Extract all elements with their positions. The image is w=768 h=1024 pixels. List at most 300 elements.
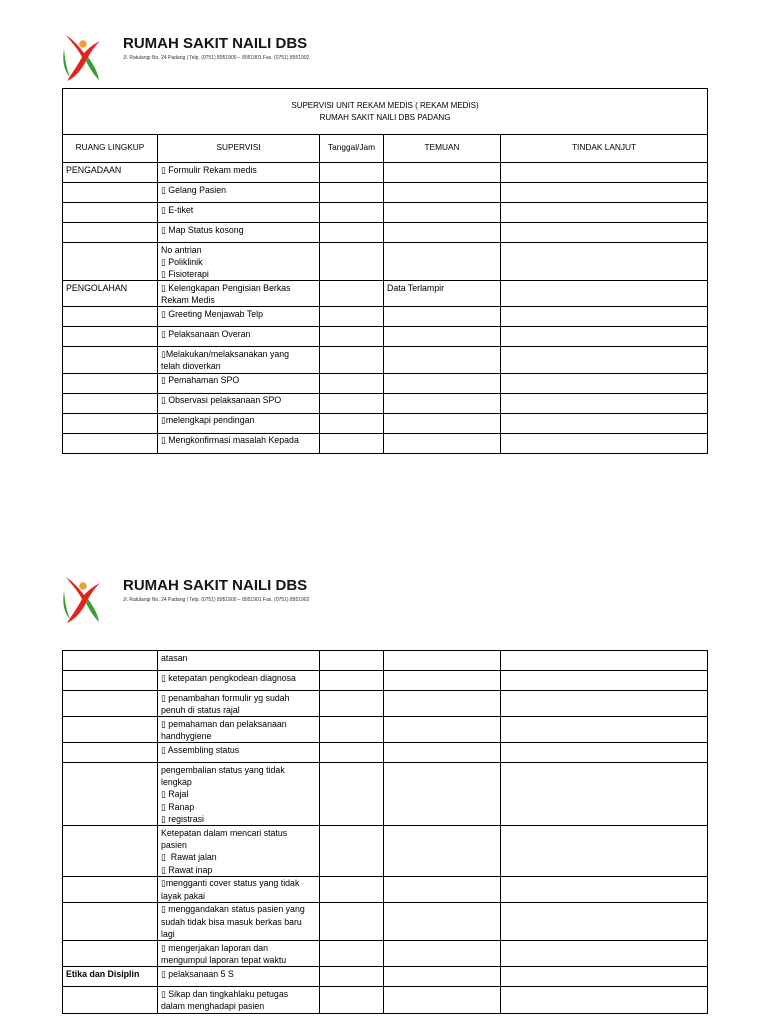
- cell-content: [63, 163, 157, 182]
- cell-content: [320, 281, 383, 300]
- cell-content: [501, 183, 707, 202]
- follow-up-cell: [501, 223, 708, 243]
- scope-cell: [63, 763, 158, 826]
- cell-content: [384, 691, 500, 710]
- supervision-table: [62, 88, 708, 454]
- supervisi-item: ▯ Rawat jalan: [161, 852, 217, 863]
- findings-cell: [384, 651, 501, 671]
- column-header-follow-up: [501, 135, 708, 163]
- cell-content: [501, 243, 707, 262]
- scope-cell: [63, 671, 158, 691]
- date-time-cell: [320, 691, 384, 717]
- cell-content: [384, 903, 500, 922]
- cell-content: [320, 763, 383, 782]
- table-row: [63, 413, 708, 433]
- findings-cell: [384, 941, 501, 967]
- cell-content: [63, 903, 157, 922]
- supervisi-item: Rekam Medis: [161, 295, 215, 306]
- follow-up-cell: [501, 743, 708, 763]
- date-time-cell: [320, 393, 384, 413]
- date-time-cell: [320, 763, 384, 826]
- table-row: [63, 327, 708, 347]
- supervisi-item: pengembalian status yang tidak: [161, 764, 285, 775]
- table-row: [63, 281, 708, 307]
- cell-content: [501, 877, 707, 896]
- table-body: [63, 651, 708, 1014]
- scope-cell: [63, 826, 158, 877]
- cell-content: [63, 347, 157, 366]
- scope-cell: [63, 433, 158, 453]
- table-subtitle-line: RUMAH SAKIT NAILI DBS PADANG: [319, 113, 451, 122]
- date-time-cell: [320, 307, 384, 327]
- follow-up-cell: [501, 327, 708, 347]
- supervisi-cell: [158, 327, 320, 347]
- cell-content: [501, 691, 707, 710]
- supervisi-item: ▯ Pemahaman SPO: [161, 375, 240, 386]
- cell-content: [63, 307, 157, 326]
- date-time-cell: [320, 243, 384, 281]
- supervisi-item: ▯ E-tiket: [161, 204, 194, 215]
- cell-content: [158, 987, 319, 1012]
- column-header-date-time: [320, 135, 384, 163]
- supervisi-cell: [158, 651, 320, 671]
- table-row: [63, 987, 708, 1013]
- scope-cell: [63, 243, 158, 281]
- cell-content: [320, 223, 383, 242]
- cell-content: [158, 826, 319, 876]
- cell-content: [384, 347, 500, 366]
- date-time-cell: [320, 671, 384, 691]
- follow-up-cell: [501, 967, 708, 987]
- cell-content: [384, 671, 500, 690]
- supervisi-item: ▯ Poliklinik: [161, 256, 203, 267]
- supervisi-cell: [158, 671, 320, 691]
- supervisi-item: ▯ Rajal: [161, 789, 189, 800]
- cell-content: [63, 183, 157, 202]
- table-title-line: SUPERVISI UNIT REKAM MEDIS ( REKAM MEDIS): [291, 101, 479, 110]
- supervision-table-continued: [62, 650, 708, 1014]
- hospital-logo: [62, 33, 102, 83]
- scope-cell: [63, 967, 158, 987]
- supervisi-item: ▯ ketepatan pengkodean diagnosa: [161, 672, 296, 683]
- supervisi-item: ▯ Map Status kosong: [161, 224, 244, 235]
- findings-cell: [384, 327, 501, 347]
- scope-cell: [63, 743, 158, 763]
- follow-up-cell: [501, 373, 708, 393]
- supervisi-item: dalam menghadapi pasien: [161, 1001, 265, 1012]
- cell-content: [63, 743, 157, 762]
- cell-content: [158, 671, 319, 690]
- scope-cell: [63, 691, 158, 717]
- table-row: [63, 433, 708, 453]
- supervisi-item: lagi: [161, 929, 175, 940]
- supervisi-item: ▯ mengerjakan laporan dan: [161, 942, 269, 953]
- cell-content: [158, 243, 319, 280]
- cell-content: [320, 651, 383, 670]
- hospital-address: Jl. Ratulangi No. 24 Padang | Telp. (0751) 8951900 – 8951901 Fax. (0751) 8951902: [123, 597, 310, 603]
- supervisi-item: pasien: [161, 839, 187, 850]
- follow-up-cell: [501, 717, 708, 743]
- supervisi-cell: [158, 902, 320, 940]
- supervisi-item: mengumpul laporan tepat waktu: [161, 955, 287, 966]
- cell-content: [384, 327, 500, 346]
- supervisi-item: ▯ menggandakan status pasien yang: [161, 904, 305, 915]
- cell-content: [501, 671, 707, 690]
- column-header-label: TINDAK LANJUT: [571, 142, 637, 152]
- cell-content: [384, 651, 500, 670]
- cell-content: [63, 671, 157, 690]
- follow-up-cell: [501, 876, 708, 902]
- supervisi-item: ▯ Kelengkapan Pengisian Berkas: [161, 282, 291, 293]
- table-row: [63, 717, 708, 743]
- findings-cell: [384, 373, 501, 393]
- column-header-scope: [63, 135, 158, 163]
- cell-content: [501, 651, 707, 670]
- supervisi-item: ▯ Sikap dan tingkahlaku petugas: [161, 988, 289, 999]
- findings-cell: [384, 743, 501, 763]
- cell-content: [320, 717, 383, 736]
- supervisi-cell: [158, 433, 320, 453]
- scope-cell: [63, 651, 158, 671]
- cell-content: [158, 877, 319, 902]
- cell-content: [320, 903, 383, 922]
- cell-content: [320, 163, 383, 182]
- finding-text: Data Terlampir: [387, 282, 445, 293]
- supervisi-item: Ketepatan dalam mencari status: [161, 827, 288, 838]
- cell-content: [158, 414, 319, 433]
- hospital-logo: [62, 575, 102, 625]
- supervisi-cell: [158, 183, 320, 203]
- table-body: [63, 163, 708, 454]
- cell-content: [320, 347, 383, 366]
- scope-cell: [63, 347, 158, 373]
- supervisi-cell: [158, 373, 320, 393]
- follow-up-cell: [501, 826, 708, 877]
- scope-cell: [63, 281, 158, 307]
- cell-content: [501, 434, 707, 453]
- supervisi-cell: [158, 413, 320, 433]
- date-time-cell: [320, 183, 384, 203]
- scope-cell: [63, 876, 158, 902]
- cell-content: [158, 327, 319, 346]
- table-title-row: [63, 89, 708, 135]
- table-title-content: [63, 89, 707, 134]
- cell-content: [63, 394, 157, 413]
- scope-cell: [63, 393, 158, 413]
- supervisi-item: telah dioverkan: [161, 361, 221, 372]
- supervisi-item: atasan: [161, 652, 188, 663]
- findings-cell: [384, 223, 501, 243]
- table-row: [63, 826, 708, 877]
- date-time-cell: [320, 967, 384, 987]
- cell-content: [320, 743, 383, 762]
- supervisi-item: ▯ Ranap: [161, 801, 195, 812]
- follow-up-cell: [501, 243, 708, 281]
- supervisi-item: ▯Melakukan/melaksanakan yang: [161, 348, 290, 359]
- cell-content: [158, 691, 319, 716]
- cell-content: [384, 374, 500, 393]
- cell-content: [320, 394, 383, 413]
- scope-cell: [63, 717, 158, 743]
- supervisi-item: layak pakai: [161, 890, 206, 901]
- findings-cell: [384, 433, 501, 453]
- cell-content: [384, 941, 500, 960]
- date-time-cell: [320, 902, 384, 940]
- date-time-cell: [320, 717, 384, 743]
- supervisi-item: ▯ Assembling status: [161, 744, 240, 755]
- date-time-cell: [320, 327, 384, 347]
- date-time-cell: [320, 651, 384, 671]
- cell-content: [320, 327, 383, 346]
- supervisi-cell: [158, 307, 320, 327]
- cell-content: [63, 243, 157, 262]
- table-row: [63, 651, 708, 671]
- cell-content: [501, 414, 707, 433]
- cell-content: [158, 374, 319, 393]
- table-row: [63, 902, 708, 940]
- cell-content: [384, 223, 500, 242]
- cell-content: [501, 826, 707, 845]
- supervisi-item: ▯ Formulir Rekam medis: [161, 164, 257, 175]
- date-time-cell: [320, 203, 384, 223]
- supervisi-cell: [158, 826, 320, 877]
- cell-content: [384, 826, 500, 845]
- follow-up-cell: [501, 163, 708, 183]
- scope-cell: [63, 902, 158, 940]
- date-time-cell: [320, 373, 384, 393]
- cell-content: [501, 903, 707, 922]
- follow-up-cell: [501, 347, 708, 373]
- hospital-name: RUMAH SAKIT NAILI DBS: [123, 577, 308, 594]
- cell-content: [501, 327, 707, 346]
- cell-content: [501, 347, 707, 366]
- cell-content: [320, 967, 383, 986]
- cell-content: [320, 691, 383, 710]
- supervisi-cell: [158, 941, 320, 967]
- supervisi-item: ▯ Observasi pelaksanaan SPO: [161, 395, 282, 406]
- supervisi-item: ▯mengganti cover status yang tidak: [161, 878, 300, 889]
- cell-content: [158, 434, 319, 453]
- cell-content: [158, 183, 319, 202]
- scope-cell: [63, 307, 158, 327]
- column-header-label: SUPERVISI: [216, 142, 261, 152]
- column-header-label: Tanggal/Jam: [327, 142, 376, 152]
- cell-content: [384, 281, 500, 300]
- cell-content: [320, 987, 383, 1006]
- scope-label: Etika dan Disiplin: [66, 968, 140, 979]
- supervisi-cell: [158, 347, 320, 373]
- cell-content: [384, 987, 500, 1006]
- findings-cell: [384, 967, 501, 987]
- supervisi-cell: [158, 743, 320, 763]
- supervisi-cell: [158, 281, 320, 307]
- scope-cell: [63, 413, 158, 433]
- supervisi-cell: [158, 243, 320, 281]
- findings-cell: [384, 307, 501, 327]
- cell-content: [158, 763, 319, 825]
- supervisi-cell: [158, 163, 320, 183]
- cell-content: [63, 717, 157, 736]
- supervisi-item: ▯ Fisioterapi: [161, 269, 209, 280]
- supervisi-cell: [158, 763, 320, 826]
- cell-content: [158, 203, 319, 222]
- cell-content: [63, 691, 157, 710]
- scope-label: PENGADAAN: [66, 164, 122, 175]
- findings-cell: [384, 281, 501, 307]
- supervisi-item: ▯melengkapi pendingan: [161, 415, 255, 426]
- findings-cell: [384, 826, 501, 877]
- date-time-cell: [320, 433, 384, 453]
- scope-label: PENGOLAHAN: [66, 282, 128, 293]
- cell-content: [384, 743, 500, 762]
- scope-cell: [63, 223, 158, 243]
- follow-up-cell: [501, 691, 708, 717]
- date-time-cell: [320, 941, 384, 967]
- date-time-cell: [320, 347, 384, 373]
- findings-cell: [384, 876, 501, 902]
- follow-up-cell: [501, 413, 708, 433]
- table-row: [63, 347, 708, 373]
- cell-content: [501, 374, 707, 393]
- findings-cell: [384, 243, 501, 281]
- cell-content: [63, 826, 157, 845]
- findings-cell: [384, 203, 501, 223]
- follow-up-cell: [501, 941, 708, 967]
- cell-content: [384, 307, 500, 326]
- table-row: [63, 967, 708, 987]
- cell-content: [501, 941, 707, 960]
- column-header-label: TEMUAN: [424, 142, 460, 152]
- findings-cell: [384, 671, 501, 691]
- date-time-cell: [320, 987, 384, 1013]
- cell-content: [501, 163, 707, 182]
- cell-content: [158, 903, 319, 940]
- cell-content: [501, 307, 707, 326]
- page-2: [0, 542, 768, 1024]
- date-time-cell: [320, 281, 384, 307]
- follow-up-cell: [501, 203, 708, 223]
- supervisi-cell: [158, 987, 320, 1013]
- cell-content: [501, 717, 707, 736]
- findings-cell: [384, 902, 501, 940]
- cell-content: [320, 414, 383, 433]
- supervisi-item: ▯ registrasi: [161, 813, 204, 824]
- supervisi-item: lengkap: [161, 776, 192, 787]
- follow-up-cell: [501, 763, 708, 826]
- follow-up-cell: [501, 183, 708, 203]
- supervisi-item: ▯ pelaksanaan 5 S: [161, 968, 234, 979]
- cell-content: [63, 434, 157, 453]
- cell-content: [384, 394, 500, 413]
- table-row: [63, 373, 708, 393]
- supervisi-cell: [158, 393, 320, 413]
- scope-cell: [63, 203, 158, 223]
- cell-content: [320, 203, 383, 222]
- cell-content: [63, 967, 157, 986]
- column-header-findings: [384, 135, 501, 163]
- follow-up-cell: [501, 433, 708, 453]
- follow-up-cell: [501, 307, 708, 327]
- table-row: [63, 223, 708, 243]
- cell-content: [63, 877, 157, 896]
- cell-content: [63, 414, 157, 433]
- hospital-name: RUMAH SAKIT NAILI DBS: [123, 35, 308, 52]
- cell-content: [158, 394, 319, 413]
- supervisi-cell: [158, 967, 320, 987]
- table-row: [63, 243, 708, 281]
- table-row: [63, 393, 708, 413]
- supervisi-item: No antrian: [161, 244, 202, 255]
- cell-content: [63, 223, 157, 242]
- date-time-cell: [320, 826, 384, 877]
- cell-content: [63, 987, 157, 1006]
- follow-up-cell: [501, 987, 708, 1013]
- supervisi-item: ▯ Mengkonfirmasi masalah Kepada: [161, 435, 299, 446]
- cell-content: [320, 307, 383, 326]
- date-time-cell: [320, 413, 384, 433]
- findings-cell: [384, 987, 501, 1013]
- cell-content: [63, 941, 157, 960]
- cell-content: [320, 243, 383, 262]
- supervisi-item: sudah tidak bisa masuk berkas baru: [161, 916, 302, 927]
- column-header-supervisi: [158, 135, 320, 163]
- table-row: [63, 183, 708, 203]
- table-row: [63, 671, 708, 691]
- cell-content: [501, 281, 707, 300]
- cell-content: [384, 434, 500, 453]
- scope-cell: [63, 327, 158, 347]
- findings-cell: [384, 717, 501, 743]
- date-time-cell: [320, 223, 384, 243]
- cell-content: [158, 163, 319, 182]
- hospital-address: Jl. Ratulangi No. 24 Padang | Telp. (0751) 8951900 – 8951901 Fax. (0751) 8951902: [123, 55, 310, 61]
- table-row: [63, 163, 708, 183]
- cell-content: [158, 967, 319, 986]
- cell-content: [158, 717, 319, 742]
- supervisi-cell: [158, 223, 320, 243]
- cell-content: [158, 743, 319, 762]
- table-row: [63, 876, 708, 902]
- cell-content: [501, 987, 707, 1006]
- cell-content: [320, 374, 383, 393]
- supervisi-item: ▯ Greeting Menjawab Telp: [161, 308, 263, 319]
- follow-up-cell: [501, 671, 708, 691]
- column-header-row: [63, 135, 708, 163]
- supervisi-item: ▯ penambahan formulir yg sudah: [161, 692, 290, 703]
- date-time-cell: [320, 163, 384, 183]
- cell-content: [63, 374, 157, 393]
- supervisi-item: ▯ Rawat inap: [161, 864, 213, 875]
- cell-content: [158, 347, 319, 372]
- cell-content: [384, 203, 500, 222]
- cell-content: [501, 743, 707, 762]
- table-row: [63, 203, 708, 223]
- supervisi-cell: [158, 691, 320, 717]
- scope-cell: [63, 987, 158, 1013]
- cell-content: [501, 203, 707, 222]
- cell-content: [158, 223, 319, 242]
- cell-content: [158, 651, 319, 670]
- supervisi-item: penuh di status rajal: [161, 704, 240, 715]
- supervisi-item: ▯ Gelang Pasien: [161, 184, 226, 195]
- supervisi-cell: [158, 717, 320, 743]
- cell-content: [63, 651, 157, 670]
- cell-content: [384, 717, 500, 736]
- scope-cell: [63, 163, 158, 183]
- table-row: [63, 691, 708, 717]
- cell-content: [384, 414, 500, 433]
- findings-cell: [384, 347, 501, 373]
